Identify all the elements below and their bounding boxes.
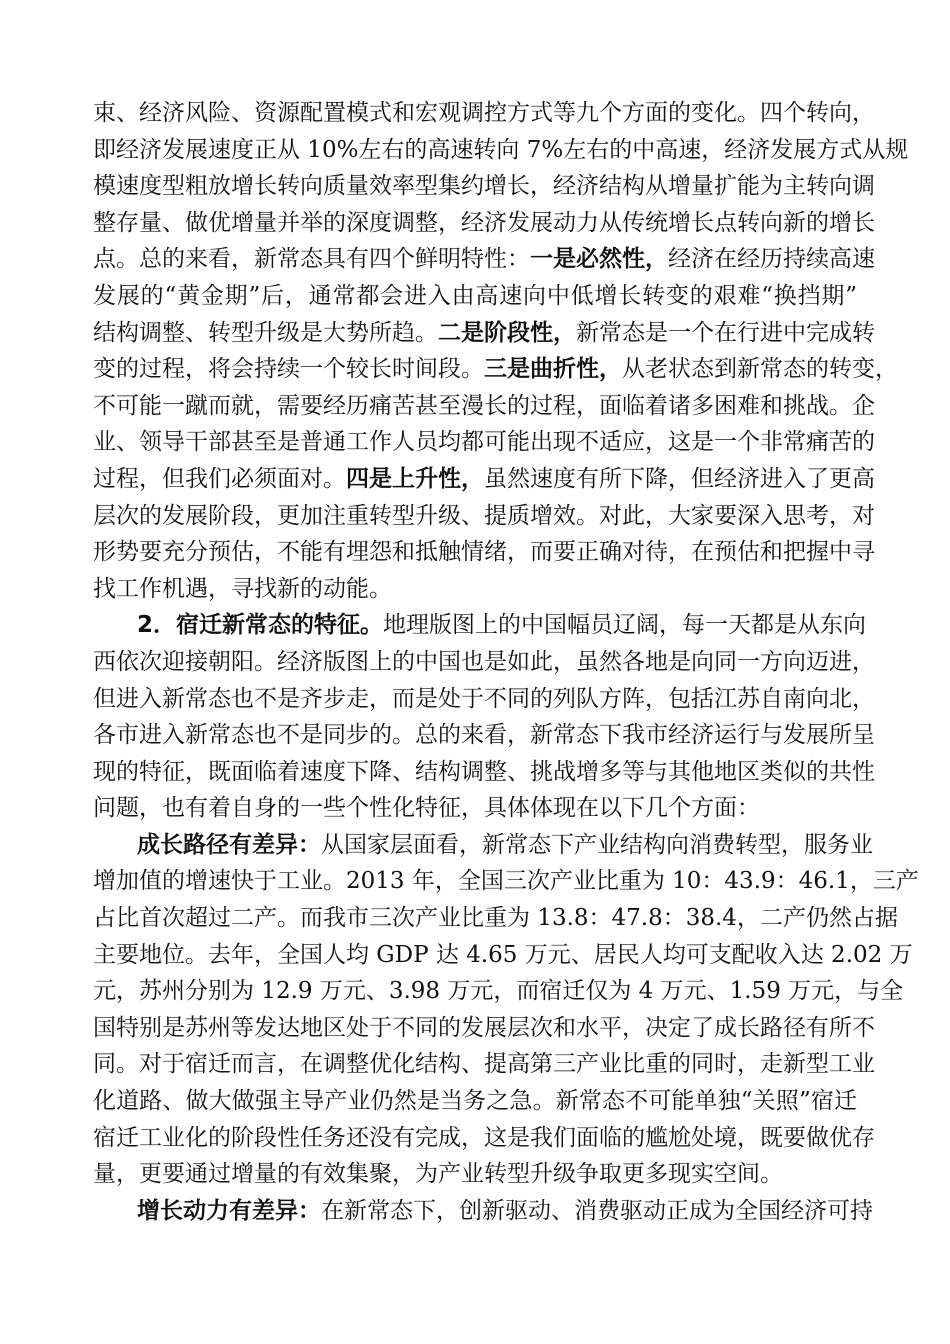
bold-heading-text: 二是阶段性， bbox=[438, 319, 576, 346]
text-line bbox=[93, 571, 857, 608]
text-line bbox=[93, 863, 919, 900]
body-text: 问题，也有着自身的一些个性化特征，具体体现在以下几个方面： bbox=[93, 795, 760, 822]
body-text: 宿迁工业化的阶段性任务还没有完成，这是我们面临的尴尬处境，既要做优存 bbox=[93, 1124, 875, 1151]
body-text: 层次的发展阶段，更加注重转型升级、提质增效。对此，大家要深入思考，对 bbox=[93, 502, 875, 529]
body-text: 主要地位。去年，全国人均 GDP 达 4.65 万元、居民人均可支配收入达 2.02 万 bbox=[93, 941, 913, 968]
body-text: 结构调整、转型升级是大势所趋。 bbox=[93, 319, 438, 346]
body-text: 但进入新常态也不是齐步走，而是处于不同的列队方阵，包括江苏自南向北， bbox=[93, 685, 875, 712]
text-line bbox=[93, 681, 875, 718]
body-text: 发展的“黄金期”后，通常都会进入由高速向中低增长转变的艰难“换挡期” bbox=[93, 282, 857, 309]
text-line bbox=[93, 241, 875, 278]
body-text: 点。总的来看，新常态具有四个鲜明特性： bbox=[93, 246, 530, 273]
document-page bbox=[93, 95, 919, 1229]
text-line bbox=[93, 1083, 857, 1120]
bold-heading-text: 2．宿迁新常态的特征。 bbox=[137, 612, 384, 639]
text-line bbox=[93, 1156, 857, 1193]
body-text: 过程，但我们必须面对。 bbox=[93, 465, 346, 492]
text-line bbox=[93, 461, 875, 498]
body-text: 不可能一蹴而就，需要经历痛苦甚至漫长的过程，面临着诸多困难和挑战。企 bbox=[93, 392, 875, 419]
text-line bbox=[93, 973, 904, 1010]
body-text: 形势要充分预估，不能有埋怨和抵触情绪，而要正确对待，在预估和把握中寻 bbox=[93, 539, 875, 566]
text-line bbox=[93, 1193, 873, 1230]
bold-heading-text: 四是上升性， bbox=[346, 465, 484, 492]
body-text: 量，更要通过增量的有效集聚，为产业转型升级争取更多现实空间。 bbox=[93, 1161, 783, 1188]
body-text: 即经济发展速度正从 10%左右的高速转向 7%左右的中高速，经济发展方式从规 bbox=[93, 136, 909, 163]
body-text: 变的过程，将会持续一个较长时间段。 bbox=[93, 356, 484, 383]
text-line bbox=[93, 205, 875, 242]
body-text: 模速度型粗放增长转向质量效率型集约增长，经济结构从增量扩能为主转向调 bbox=[93, 173, 875, 200]
body-text: 增加值的增速快于工业。2013 年，全国三次产业比重为 10：43.9：46.1，三产 bbox=[93, 868, 919, 895]
body-text: 经济在经历持续高速 bbox=[668, 246, 875, 273]
bold-heading-text: 一是必然性， bbox=[530, 246, 668, 273]
paragraph bbox=[93, 1193, 873, 1230]
body-text: 从国家层面看，新常态下产业结构向消费转型，服务业 bbox=[321, 831, 873, 858]
text-line bbox=[93, 95, 875, 132]
text-line bbox=[93, 717, 875, 754]
text-line bbox=[93, 1010, 875, 1047]
body-text: 虽然速度有所下降，但经济进入了更高 bbox=[484, 465, 875, 492]
text-line bbox=[93, 168, 875, 205]
text-line bbox=[93, 644, 875, 681]
text-line bbox=[93, 790, 857, 827]
text-line bbox=[93, 351, 898, 388]
body-text: 找工作机遇，寻找新的动能。 bbox=[93, 575, 392, 602]
body-text: 同。对于宿迁而言，在调整优化结构、提高第三产业比重的同时，走新型工业 bbox=[93, 1051, 875, 1078]
text-line bbox=[93, 534, 875, 571]
text-line bbox=[93, 1120, 875, 1157]
body-text: 现的特征，既面临着速度下降、结构调整、挑战增多等与其他地区类似的共性 bbox=[93, 758, 875, 785]
bold-heading-text: 增长动力有差异： bbox=[137, 1197, 321, 1224]
bold-heading-text: 三是曲折性， bbox=[484, 356, 622, 383]
text-line bbox=[93, 498, 875, 535]
body-text: 整存量、做优增量并举的深度调整，经济发展动力从传统增长点转向新的增长 bbox=[93, 209, 875, 236]
body-text: 在新常态下，创新驱动、消费驱动正成为全国经济可持 bbox=[321, 1197, 873, 1224]
text-line bbox=[93, 315, 875, 352]
body-text: 地理版图上的中国幅员辽阔，每一天都是从东向 bbox=[383, 612, 867, 639]
body-text: 国特别是苏州等发达地区处于不同的发展层次和水平，决定了成长路径有所不 bbox=[93, 1014, 875, 1041]
text-line bbox=[93, 132, 909, 169]
text-line bbox=[93, 1046, 875, 1083]
bold-heading-text: 成长路径有差异： bbox=[137, 831, 321, 858]
body-text: 各市进入新常态也不是同步的。总的来看，新常态下我市经济运行与发展所呈 bbox=[93, 722, 875, 749]
paragraph bbox=[93, 827, 919, 1193]
body-text: 元，苏州分别为 12.9 万元、3.98 万元，而宿迁仅为 4 万元、1.59 万元，与全 bbox=[93, 978, 904, 1005]
body-text: 业、领导干部甚至是普通工作人员均都可能出现不适应，这是一个非常痛苦的 bbox=[93, 429, 875, 456]
body-text: 束、经济风险、资源配置模式和宏观调控方式等九个方面的变化。四个转向， bbox=[93, 100, 875, 126]
text-line bbox=[93, 937, 913, 974]
body-text: 西依次迎接朝阳。经济版图上的中国也是如此，虽然各地是向同一方向迈进， bbox=[93, 648, 875, 675]
body-text: 化道路、做大做强主导产业仍然是当务之急。新常态不可能单独“关照”宿迁 bbox=[93, 1088, 857, 1115]
paragraph bbox=[93, 95, 909, 607]
text-line bbox=[93, 827, 873, 864]
body-text: 从老状态到新常态的转变， bbox=[622, 356, 898, 383]
text-line bbox=[93, 754, 875, 791]
text-line bbox=[93, 388, 875, 425]
text-line bbox=[93, 424, 875, 461]
text-line bbox=[93, 900, 898, 937]
body-text: 占比首次超过二产。而我市三次产业比重为 13.8：47.8：38.4，二产仍然占据 bbox=[93, 905, 898, 932]
text-line bbox=[93, 607, 867, 644]
paragraph bbox=[93, 607, 875, 827]
text-line bbox=[93, 278, 857, 315]
body-text: 新常态是一个在行进中完成转 bbox=[576, 319, 875, 346]
